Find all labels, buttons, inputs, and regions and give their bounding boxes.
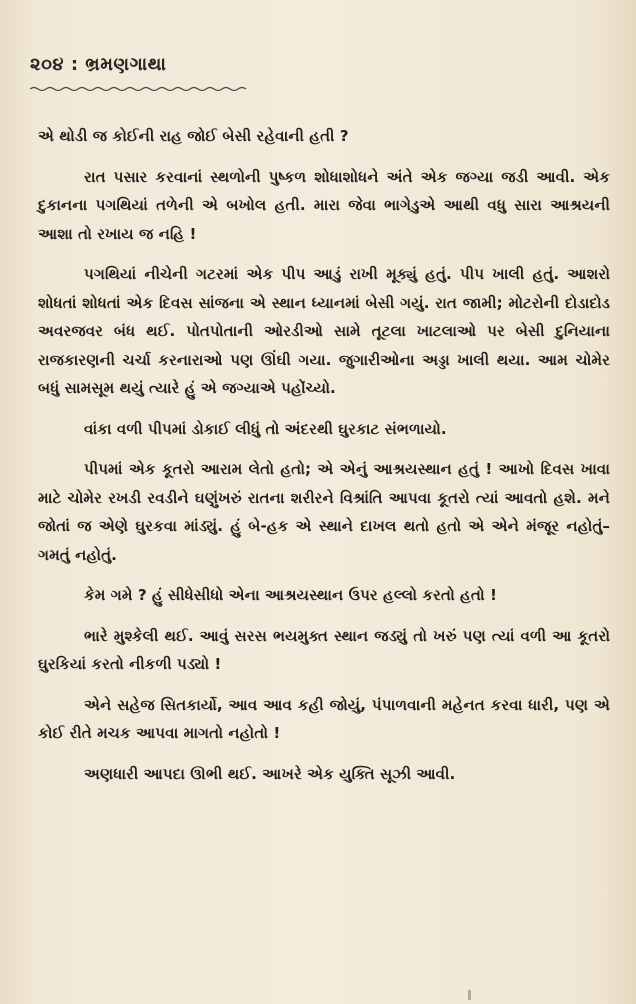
paragraph: ભારે મુશ્કેલી થઈ. આવું સરસ ભયમુક્ત સ્થાન જડ્યું તો ખરું પણ ત્યાં વળી આ કૂતરો ઘુરકિયાં કરતો નીકળી પડ્યો ! — [38, 626, 610, 673]
paragraph: એ થોડી જ કોઈની રાહ જોઈ બેસી રહેવાની હતી ? — [38, 127, 349, 145]
paragraph: પીપમાં એક કૂતરો આરામ લેતો હતો; એ એનું આશ્રયસ્થાન હતું ! આખો દિવસ ખાવા માટે ચોમેર રખડી રવડીને ઘણુંખરું રાતના શરીરને વિશ્રાંતિ આપવા કૂતરો ત્યાં આવતો હશે. મને જોતાં જ એણે ઘુરકવા માંડ્યું. હું બે-હક એ સ્થાને દાખલ થતો હતો એ એને મંજૂર નહોતું–ગમતું નહોતું. — [38, 460, 610, 564]
paragraph: એને સહેજ સિતકાર્યો, આવ આવ કહી જોયું, પંપાળવાની મહેનત કરવા ધારી, પણ એ કોઈ રીતે મચક આપવા માગતો નહોતો ! — [38, 695, 610, 742]
paragraph: પગથિયાં નીચેની ગટરમાં એક પીપ આડું રાખી મૂક્યું હતું. પીપ ખાલી હતું. આશરો શોધતાં શોધતાં એક દિવસ સાંજના એ સ્થાન ધ્યાનમાં બેસી ગયું. રાત જામી; મોટરોની દોડાદોડ અવરજવર બંધ થઈ. પોતપોતાની ઓરડીઓ સામે તૂટલા ખાટલાઓ પર બેસી દુનિયાના રાજકારણની ચર્ચા કરનારાઓ પણ ઊંઘી ગયા. જુગારીઓના અડ્ડા ખાલી થયા. આમ ચોમેર બધું સામસૂમ થયું ત્યારે હું એ જગ્યાએ પહોંચ્યો. — [38, 265, 610, 397]
page-header: ૨૦૪ : ભ્રમણગાથા — [30, 54, 167, 75]
body-text — [38, 122, 610, 800]
paragraph: કેમ ગમે ? હું સીધેસીધો એના આશ્રયસ્થાન ઉપર હલ્લો કરતો હતો ! — [84, 586, 497, 604]
page-edge-mark — [468, 990, 471, 1000]
paragraph: અણધારી આપદા ઊભી થઈ. આખરે એક યુક્તિ સૂઝી આવી. — [84, 764, 456, 783]
paragraph: વાંકા વળી પીપમાં ડોકાઈ લીધું તો અંદરથી ઘુરકાટ સંભળાયો. — [84, 419, 447, 438]
paragraph: રાત પસાર કરવાનાં સ્થળોની પુષ્કળ શોધાશોધને અંતે એક જગ્યા જડી આવી. એક દુકાનના પગથિયાં તળેની એ બખોલ હતી. મારા જેવા ભાગેડુએ આથી વધુ સારા આશ્રયની આશા તો રખાય જ નહિ ! — [38, 167, 610, 243]
header-wavy-rule — [30, 86, 248, 92]
